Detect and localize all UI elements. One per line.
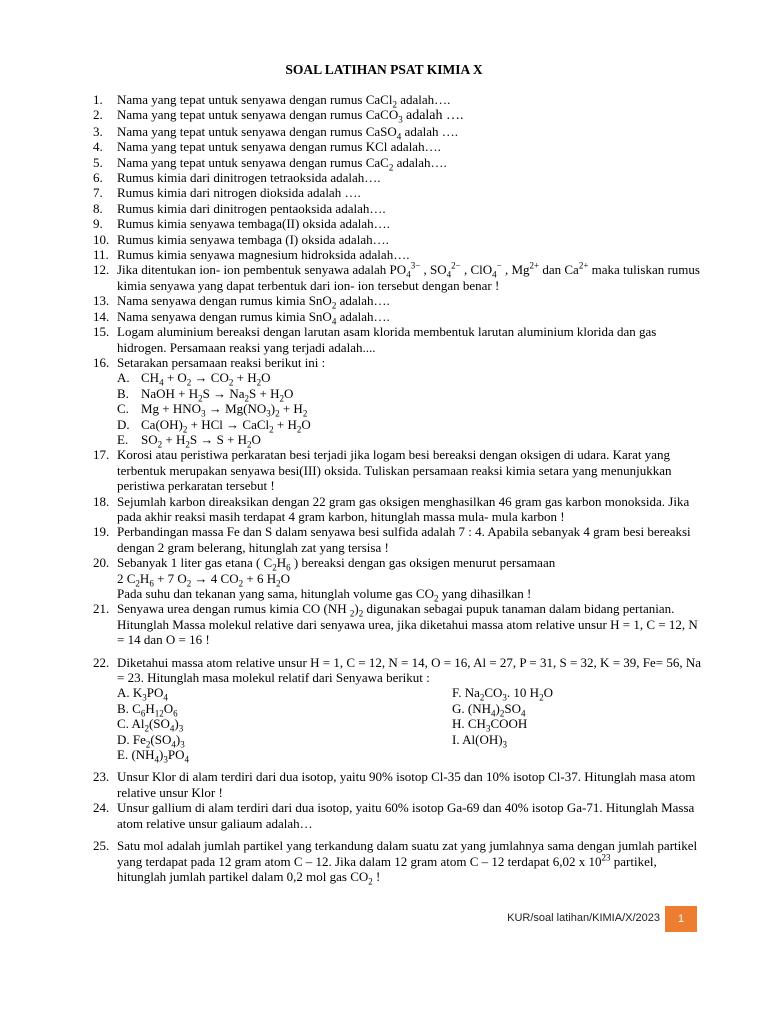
option-label: B. xyxy=(117,385,129,401)
question-3 xyxy=(93,123,705,142)
question-text: Sejumlah karbon direaksikan dengan 22 gram gas oksigen menghasilkan 46 gram gas karbon monoksida. Jika pada akhir reaksi masih terdapat 4 gram karbon, hitunglah massa mula- mula karbon ! xyxy=(117,493,690,524)
compound-item: C. $Al_2(SO_4)_3$ xyxy=(117,716,184,734)
compound-item: D. $Fe_2(SO_4)_3$ xyxy=(117,731,185,750)
question-text: Rumus kimia senyawa magnesium hidroksida adalah…. xyxy=(117,247,410,263)
question-text: Pada suhu dan tekanan yang sama, hitunglah volume gas $CO_2$ yang dihasilkan ! xyxy=(117,586,532,604)
compound-item: E. $(NH_4)_3PO_4$ xyxy=(117,747,190,765)
question-12 xyxy=(93,262,705,293)
question-1 xyxy=(93,92,705,110)
question-number: 23. xyxy=(93,769,110,785)
question-text: Senyawa urea dengan rumus kimia CO (NH $_2)_2$ digunakan sebagai pupuk tanaman dalam bidang pertanian. Hitunglah Massa molekul relative dari senyawa urea, jika diketahui massa atom relative unsur H = 1, C = 12, N = 14 dan O = 16 ! xyxy=(117,601,698,648)
question-25 xyxy=(93,838,705,887)
question-10 xyxy=(93,232,705,247)
page-number: 1 xyxy=(677,913,685,925)
question-text: Setarakan persamaan reaksi berikut ini : xyxy=(117,354,326,370)
question-number: 14. xyxy=(93,308,110,324)
question-text: Rumus kimia dari nitrogen dioksida adalah …. xyxy=(117,185,361,201)
question-number: 10. xyxy=(93,231,110,247)
question-9 xyxy=(93,216,705,231)
question-number: 15. xyxy=(93,324,110,340)
question-text: Jika ditentukan ion- ion pembentuk senyawa adalah $PO_4^{3-}$ , $SO_4^{2-}$ , ClO$_4$− , $Mg^{2+}$ dan $Ca^{2+}$ maka tuliskan rumus kimia senyawa yang dapat terbentuk dari ion- ion tersebut dengan benar ! xyxy=(117,261,700,293)
question-number: 17. xyxy=(93,447,110,463)
compound-item: G. $(NH_4)_2SO_4$ xyxy=(452,700,526,719)
question-number: 11. xyxy=(93,247,109,263)
compound-column-right xyxy=(452,685,705,762)
question-number: 4. xyxy=(93,139,103,155)
question-number: 22. xyxy=(93,654,110,670)
question-number: 3. xyxy=(93,123,103,139)
compound-item: A. $K_3PO_4$ xyxy=(117,685,168,704)
question-16 xyxy=(93,354,705,450)
option-text: $CH_4 + O_2 \to CO_2 + H_2O$ xyxy=(141,370,271,388)
question-number: 25. xyxy=(93,838,110,854)
compound-column-left xyxy=(117,685,452,765)
question-text: Rumus kimia dari dinitrogen pentaoksida adalah…. xyxy=(117,200,386,216)
question-text: Nama senyawa dengan rumus kimia SnO$_4$ adalah…. xyxy=(117,308,390,327)
question-number: 12. xyxy=(93,262,110,278)
question-number: 19. xyxy=(93,524,110,540)
question-text: Nama yang tepat untuk senyawa dengan rumus CaC$_2$ adalah…. xyxy=(117,154,447,173)
question-number: 9. xyxy=(93,216,103,232)
question-text: Nama yang tepat untuk senyawa dengan rumus CaCO$_3$ adalah …. xyxy=(117,107,464,125)
question-14 xyxy=(93,308,705,327)
page-number-badge xyxy=(665,906,697,932)
question-20 xyxy=(93,555,705,604)
question-number: 6. xyxy=(93,170,103,186)
question-number: 18. xyxy=(93,493,110,509)
compound-list xyxy=(117,685,705,765)
question-17 xyxy=(93,447,705,493)
question-number: 24. xyxy=(93,800,110,816)
document-title: SOAL LATIHAN PSAT KIMIA X xyxy=(285,62,483,77)
question-text: Sebanyak 1 liter gas etana ( $C_2H_6$ ) bereaksi dengan gas oksigen menurut persamaan xyxy=(117,555,556,573)
question-text: Nama yang tepat untuk senyawa dengan rumus KCl adalah…. xyxy=(117,139,441,155)
question-text: Nama yang tepat untuk senyawa dengan rumus CaSO$_4$ adalah …. xyxy=(117,123,458,142)
question-19 xyxy=(93,524,705,555)
question-number: 2. xyxy=(93,107,103,123)
question-number: 13. xyxy=(93,293,110,309)
question-7 xyxy=(93,185,705,200)
question-text: Perbandingan massa Fe dan S dalam senyawa besi sulfida adalah 7 : 4. Apabila sebanyak 4 gram besi bereaksi dengan 2 gram belerang, hitunglah zat yang tersisa ! xyxy=(117,524,691,555)
question-13 xyxy=(93,293,705,311)
question-number: 21. xyxy=(93,601,110,617)
reaction-option xyxy=(117,385,705,404)
option-text: $SO_2 + H_2S \to S + H_2O$ xyxy=(141,431,261,450)
question-5 xyxy=(93,154,705,173)
option-text: $Mg + HNO_3 \to Mg(NO_3)_2 + H_2$ xyxy=(141,401,308,419)
question-15 xyxy=(93,324,705,355)
question-text: Rumus kimia dari dinitrogen tetraoksida adalah…. xyxy=(117,170,381,186)
question-2 xyxy=(93,107,705,123)
reaction-option xyxy=(117,401,705,419)
question-11 xyxy=(93,247,705,262)
option-label: A. xyxy=(117,370,130,386)
footer-text: KUR/soal latihan/KIMIA/X/2023 xyxy=(507,912,660,924)
question-number: 7. xyxy=(93,185,103,201)
question-text: Korosi atau peristiwa perkaratan besi terjadi jika logam besi bereaksi dengan oksigen di udara. Karat yang terbentuk merupakan senyawa besi(III) oksida. Tuliskan persamaan reaksi kimia setara yang menunjukkan peristiwa perkaratan tersebut ! xyxy=(117,447,672,494)
question-text: Rumus kimia senyawa tembaga(II) oksida adalah…. xyxy=(117,216,390,232)
question-text: Nama senyawa dengan rumus kimia SnO$_2$ adalah…. xyxy=(117,293,390,311)
question-number: 8. xyxy=(93,200,103,216)
question-number: 20. xyxy=(93,555,110,571)
question-22 xyxy=(93,655,705,763)
question-list xyxy=(93,92,705,887)
reaction-option xyxy=(117,431,705,450)
question-4 xyxy=(93,139,705,154)
question-text: Rumus kimia senyawa tembaga (I) oksida adalah…. xyxy=(117,231,389,247)
option-label: D. xyxy=(117,416,130,432)
compound-item: F. $Na_2CO_3$. 10 $H_2O$ xyxy=(452,685,553,704)
question-24 xyxy=(93,800,705,831)
question-18 xyxy=(93,494,705,525)
question-8 xyxy=(93,201,705,216)
option-label: C. xyxy=(117,401,129,417)
reaction-equation: 2 $C_2H_6 + 7$ $O_2 \to 4$ $CO_2 + 6$ $H_2O$ xyxy=(117,570,290,589)
question-21 xyxy=(93,601,705,647)
compound-item: B. $C_6H_{12}O_6$ xyxy=(117,700,178,719)
question-text: Unsur gallium di alam terdiri dari dua isotop, yaitu 60% isotop Ga-69 dan 40% isotop Ga-71. Hitunglah Massa atom relative unsur galiaum adalah… xyxy=(117,800,695,831)
compound-item: H. $CH_3COOH$ xyxy=(452,716,528,734)
question-number: 1. xyxy=(93,92,103,107)
question-23 xyxy=(93,769,705,800)
reaction-option xyxy=(117,370,705,388)
question-text: Logam aluminium bereaksi dengan larutan asam klorida membentuk larutan aluminium klorida dan gas hidrogen. Persamaan reaksi yang terjadi adalah.... xyxy=(117,324,657,355)
page-footer xyxy=(0,906,768,932)
question-number: 5. xyxy=(93,154,103,170)
question-text: Satu mol adalah jumlah partikel yang terkandung dalam suatu zat yang jumlahnya sama dengan jumlah partikel yang terdapat pada 12 gram atom C – 12. Jika dalam 12 gram atom C – 12 terdapat 6,02 x $10^{23}$ partikel, hitunglah jumlah partikel dalam 0,2 mol gas $CO_2$ ! xyxy=(117,838,698,887)
reaction-option xyxy=(117,416,705,435)
question-text: Diketahui massa atom relative unsur H = 1, C = 12, N = 14, O = 16, Al = 27, P = 31, S = 32, K = 39, Fe= 56, Na = 23. Hitunglah masa molekul relatif dari Senyawa berikut : xyxy=(117,654,702,686)
question-number: 16. xyxy=(93,354,110,370)
option-text: $Ca(OH)_2$ + HCl → CaCl$_2$ + $H_2O$ xyxy=(141,416,311,435)
question-text: Nama yang tepat untuk senyawa dengan rumus CaCl$_2$ adalah…. xyxy=(117,92,451,110)
option-text: NaOH + $H_2S \to Na_2S + H_2O$ xyxy=(141,385,294,404)
question-6 xyxy=(93,170,705,185)
question-text: Unsur Klor di alam terdiri dari dua isotop, yaitu 90% isotop Cl-35 dan 10% isotop Cl-37. Hitunglah masa atom relative unsur Klor ! xyxy=(117,769,696,800)
option-label: E. xyxy=(117,431,129,447)
compound-item: I. $Al(OH)_3$ xyxy=(452,731,508,750)
